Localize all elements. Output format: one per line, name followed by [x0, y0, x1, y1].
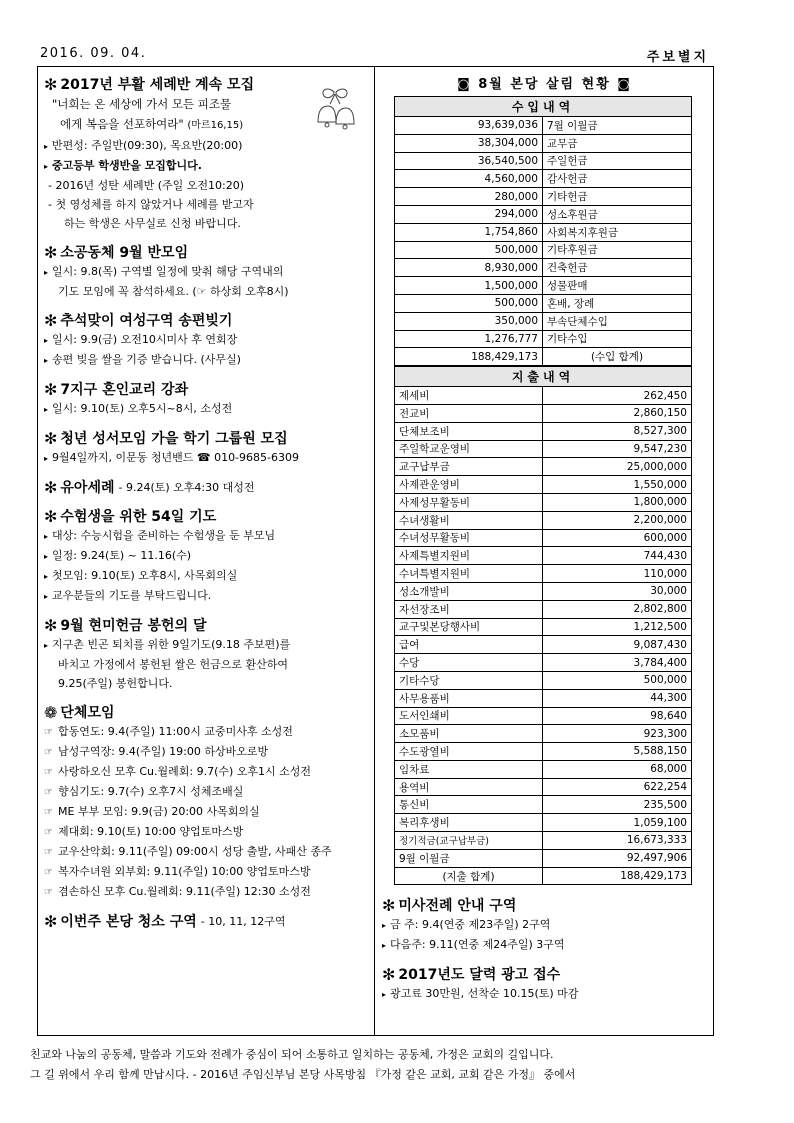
expense-amount: 1,800,000 — [543, 493, 692, 511]
income-amount: 188,429,173 — [395, 348, 543, 366]
bullet-icon: ▸ — [44, 336, 49, 345]
section-marriage-lecture — [44, 379, 370, 419]
expense-category: 수당 — [395, 654, 543, 672]
asterisk-icon: ✻ — [382, 895, 396, 915]
income-category: 주일헌금 — [543, 152, 692, 170]
section-mass-liturgy — [382, 895, 707, 955]
income-amount: 93,639,036 — [395, 117, 543, 135]
right-column — [382, 74, 707, 1013]
income-amount: 294,000 — [395, 205, 543, 223]
pointing-hand-icon: ☞ — [44, 767, 53, 778]
student-class-notice: 중고등부 학생반을 모집합니다. — [52, 159, 202, 172]
income-row — [395, 205, 692, 223]
expense-row — [395, 796, 692, 814]
expense-row — [395, 814, 692, 832]
income-category: 기타수입 — [543, 330, 692, 348]
expense-amount: 1,212,500 — [543, 618, 692, 636]
expense-row — [395, 582, 692, 600]
income-category: (수입 합계) — [543, 348, 692, 366]
asterisk-icon: ✻ — [44, 615, 58, 635]
income-category: 7월 이월금 — [543, 117, 692, 135]
pointing-hand-icon: ☞ — [44, 827, 53, 838]
income-header: 수입내역 — [395, 97, 692, 117]
info-line: 대상: 수능시험을 준비하는 수험생을 둔 부모님 — [52, 529, 276, 542]
income-amount: 1,276,777 — [395, 330, 543, 348]
expense-amount: 600,000 — [543, 529, 692, 547]
income-row — [395, 223, 692, 241]
income-category: 부속단체수입 — [543, 312, 692, 330]
expense-amount: 2,860,150 — [543, 404, 692, 422]
section-subtitle: - 9.24(토) 오후4:30 대성전 — [118, 481, 255, 494]
section-title: 2017년도 달력 광고 접수 — [398, 967, 561, 984]
expense-row — [395, 778, 692, 796]
expense-category: 용역비 — [395, 778, 543, 796]
first-communion-note-cont: 하는 학생은 사무실로 신청 바랍니다. — [64, 217, 241, 230]
expense-amount: 188,429,173 — [543, 867, 692, 885]
section-rice-offering — [44, 615, 370, 693]
expense-amount: 92,497,906 — [543, 849, 692, 867]
scripture-quote-cont: 에게 복음을 선포하여라" — [60, 117, 184, 131]
section-title: 이번주 본당 청소 구역 — [60, 914, 197, 930]
bullet-icon: ▸ — [44, 268, 49, 277]
expense-amount: 8,527,300 — [543, 422, 692, 440]
expense-header: 지출내역 — [395, 367, 692, 387]
section-title: 미사전례 안내 구역 — [398, 898, 517, 915]
asterisk-icon: ✻ — [44, 428, 58, 448]
info-line: 9.25(주일) 봉헌합니다. — [58, 677, 173, 690]
expense-row — [395, 725, 692, 743]
scripture-quote: "너희는 온 세상에 가서 모든 피조물 — [52, 97, 232, 111]
bullet-icon: ▸ — [44, 641, 49, 650]
bullet-icon: ▸ — [44, 142, 49, 151]
income-row — [395, 241, 692, 259]
expense-amount: 622,254 — [543, 778, 692, 796]
expense-row — [395, 636, 692, 654]
asterisk-icon: ✻ — [44, 74, 58, 94]
expense-category: 정기적금(교구납부금) — [395, 832, 543, 850]
meeting-text: 교우산악회: 9.11(주일) 09:00시 성당 출발, 사패산 종주 — [58, 845, 332, 858]
bulletin-date: 2016. 09. 04. — [40, 46, 147, 61]
info-line: 교우분들의 기도를 부탁드립니다. — [52, 589, 212, 602]
income-category: 성물판매 — [543, 277, 692, 295]
pointing-hand-icon: ☞ — [44, 747, 53, 758]
expense-category: (지출 합계) — [395, 867, 543, 885]
income-category: 성소후원금 — [543, 205, 692, 223]
income-row — [395, 117, 692, 135]
expense-row — [395, 618, 692, 636]
expense-amount: 923,300 — [543, 725, 692, 743]
expense-category: 사제특별지원비 — [395, 547, 543, 565]
expense-row — [395, 422, 692, 440]
footer-motto — [30, 1045, 770, 1085]
expense-amount: 9,547,230 — [543, 440, 692, 458]
section-subtitle: - 10, 11, 12구역 — [200, 915, 286, 928]
expense-table — [394, 366, 692, 885]
expense-category: 임차료 — [395, 760, 543, 778]
income-amount: 8,930,000 — [395, 259, 543, 277]
section-small-community — [44, 242, 370, 301]
income-amount: 1,754,860 — [395, 223, 543, 241]
asterisk-icon: ✻ — [382, 964, 396, 984]
flower-icon: ❁ — [44, 702, 58, 722]
meeting-item — [44, 882, 370, 902]
expense-category: 기타수당 — [395, 671, 543, 689]
expense-amount: 500,000 — [543, 671, 692, 689]
expense-row — [395, 511, 692, 529]
info-line: 첫모임: 9.10(토) 오후8시, 사목회의실 — [52, 569, 238, 582]
section-title: 유아세례 — [60, 480, 115, 496]
expense-row — [395, 849, 692, 867]
info-line: 기도 모임에 꼭 참석하세요. (☞ 하상회 오후8시) — [58, 285, 289, 298]
bullet-icon: ▸ — [44, 592, 49, 601]
meeting-text: 사랑하오신 모후 Cu.월례회: 9.7(수) 오후1시 소성전 — [58, 765, 312, 778]
meeting-item — [44, 782, 370, 802]
bullet-icon: ▸ — [44, 572, 49, 581]
expense-row — [395, 458, 692, 476]
bullet-icon: ▸ — [382, 990, 387, 1000]
section-title: 추석맞이 여성구역 송편빚기 — [60, 313, 233, 329]
expense-category: 사제성무활동비 — [395, 493, 543, 511]
expense-category: 통신비 — [395, 796, 543, 814]
income-category: 혼배, 장례 — [543, 294, 692, 312]
expense-category: 소모품비 — [395, 725, 543, 743]
info-line: 일시: 9.9(금) 오전10시미사 후 연회장 — [52, 333, 238, 346]
expense-amount: 9,087,430 — [543, 636, 692, 654]
income-row — [395, 294, 692, 312]
expense-row — [395, 547, 692, 565]
income-amount: 38,304,000 — [395, 134, 543, 152]
asterisk-icon: ✻ — [44, 379, 58, 399]
expense-row — [395, 654, 692, 672]
expense-category: 도서인쇄비 — [395, 707, 543, 725]
meeting-text: 제대회: 9.10(토) 10:00 양업토마스방 — [58, 825, 244, 838]
expense-category: 주일학교운영비 — [395, 440, 543, 458]
expense-amount: 235,500 — [543, 796, 692, 814]
bullet-icon: ▸ — [44, 532, 49, 541]
expense-row — [395, 440, 692, 458]
expense-row — [395, 387, 692, 405]
expense-amount: 25,000,000 — [543, 458, 692, 476]
meeting-text: 향심기도: 9.7(수) 오후7시 성체조배실 — [58, 785, 244, 798]
bullet-icon: ▸ — [44, 356, 49, 365]
meeting-item — [44, 722, 370, 742]
section-calendar-ad — [382, 964, 707, 1004]
meeting-list — [44, 722, 370, 902]
info-line: 다음주: 9.11(연중 제24주일) 3구역 — [390, 938, 565, 952]
expense-amount: 16,673,333 — [543, 832, 692, 850]
bullet-icon: ▸ — [382, 941, 387, 951]
expense-amount: 2,802,800 — [543, 600, 692, 618]
expense-category: 성소개발비 — [395, 582, 543, 600]
expense-row — [395, 671, 692, 689]
expense-amount: 30,000 — [543, 582, 692, 600]
christmas-class: - 2016년 성탄 세례반 (주일 오전10:20) — [48, 179, 244, 192]
expense-row — [395, 689, 692, 707]
expense-row — [395, 493, 692, 511]
section-title: 청년 성서모임 가을 학기 그룹원 모집 — [60, 431, 288, 447]
section-title: 수험생을 위한 54일 기도 — [60, 509, 217, 525]
income-amount: 350,000 — [395, 312, 543, 330]
expense-amount: 5,588,150 — [543, 743, 692, 761]
section-title: 9월 현미헌금 봉헌의 달 — [60, 618, 207, 634]
meeting-item — [44, 762, 370, 782]
expense-category: 교구납부금 — [395, 458, 543, 476]
asterisk-icon: ✻ — [44, 911, 58, 931]
expense-category: 급여 — [395, 636, 543, 654]
meeting-text: 합동연도: 9.4(주일) 11:00시 교중미사후 소성전 — [58, 725, 293, 738]
expense-category: 9월 이월금 — [395, 849, 543, 867]
expense-row — [395, 832, 692, 850]
section-title: 소공동체 9월 반모임 — [60, 245, 189, 261]
expense-row — [395, 760, 692, 778]
section-title: 7지구 혼인교리 강좌 — [60, 382, 189, 398]
meeting-text: 겸손하신 모후 Cu.월례회: 9.11(주일) 12:30 소성전 — [58, 885, 311, 898]
expense-category: 수녀특별지원비 — [395, 565, 543, 583]
income-row — [395, 259, 692, 277]
footer-line: 그 길 위에서 우리 함께 만납시다. - 2016년 주임신부님 본당 사목방침 『가정 같은 교회, 교회 같은 가정』 중에서 — [30, 1068, 576, 1081]
income-row — [395, 277, 692, 295]
scripture-reference: (마르16,15) — [187, 120, 244, 131]
bulletin-title: 주보별지 — [646, 50, 709, 65]
income-row — [395, 312, 692, 330]
bullet-icon: ▸ — [382, 921, 387, 931]
asterisk-icon: ✻ — [44, 242, 58, 262]
pointing-hand-icon: ☞ — [44, 787, 53, 798]
bells-icon — [306, 84, 364, 142]
section-group-meetings — [44, 702, 370, 902]
section-infant-baptism — [44, 477, 370, 497]
income-table — [394, 96, 692, 366]
section-youth-bible — [44, 428, 370, 468]
income-amount: 280,000 — [395, 188, 543, 206]
income-category: 감사헌금 — [543, 170, 692, 188]
income-category: 기타후원금 — [543, 241, 692, 259]
expense-row — [395, 565, 692, 583]
asterisk-icon: ✻ — [44, 506, 58, 526]
meeting-text: 복자수녀원 외부회: 9.11(주일) 10:00 양업토마스방 — [58, 865, 311, 878]
income-amount: 500,000 — [395, 241, 543, 259]
bullet-icon: ▸ — [44, 454, 49, 463]
left-column — [44, 74, 370, 940]
section-baptism — [44, 74, 370, 233]
info-line: 송편 빚을 쌀을 기증 받습니다. (사무실) — [52, 353, 241, 366]
income-row — [395, 348, 692, 366]
finance-title: ◙ 8월 본당 살림 현황 ◙ — [457, 77, 632, 92]
expense-amount: 98,640 — [543, 707, 692, 725]
info-line: 금 주: 9.4(연중 제23주일) 2구역 — [390, 918, 551, 932]
asterisk-icon: ✻ — [44, 310, 58, 330]
expense-row — [395, 529, 692, 547]
meeting-text: ME 부부 모임: 9.9(금) 20:00 사목회의실 — [58, 805, 260, 818]
expense-amount: 1,550,000 — [543, 476, 692, 494]
expense-amount: 44,300 — [543, 689, 692, 707]
income-row — [395, 152, 692, 170]
info-line: 바치고 가정에서 봉헌된 쌀은 헌금으로 환산하여 — [58, 658, 289, 671]
bullet-icon: ▸ — [44, 162, 49, 171]
income-row — [395, 188, 692, 206]
income-category: 사회복지후원금 — [543, 223, 692, 241]
income-amount: 1,500,000 — [395, 277, 543, 295]
meeting-item — [44, 742, 370, 762]
pointing-hand-icon: ☞ — [44, 887, 53, 898]
income-category: 기타헌금 — [543, 188, 692, 206]
expense-row — [395, 743, 692, 761]
info-line: 일정: 9.24(토) ~ 11.16(수) — [52, 549, 192, 562]
section-exam-prayer — [44, 506, 370, 606]
expense-amount: 2,200,000 — [543, 511, 692, 529]
income-amount: 500,000 — [395, 294, 543, 312]
section-songpyeon — [44, 310, 370, 370]
expense-category: 수녀성무활동비 — [395, 529, 543, 547]
expense-category: 자선장조비 — [395, 600, 543, 618]
income-category: 건축헌금 — [543, 259, 692, 277]
income-amount: 36,540,500 — [395, 152, 543, 170]
expense-amount: 68,000 — [543, 760, 692, 778]
expense-amount: 3,784,400 — [543, 654, 692, 672]
info-line: 9월4일까지, 이문동 청년밴드 ☎ 010-9685-6309 — [52, 451, 299, 464]
column-divider — [374, 66, 375, 1036]
meeting-item — [44, 822, 370, 842]
expense-amount: 744,430 — [543, 547, 692, 565]
asterisk-icon: ✻ — [44, 477, 58, 497]
section-title: 2017년 부활 세례반 계속 모집 — [60, 77, 255, 93]
bullet-icon: ▸ — [44, 552, 49, 561]
class-schedule: 반편성: 주일반(09:30), 목요반(20:00) — [52, 139, 243, 152]
pointing-hand-icon: ☞ — [44, 807, 53, 818]
expense-category: 사무용품비 — [395, 689, 543, 707]
income-amount: 4,560,000 — [395, 170, 543, 188]
info-line: 광고료 30만원, 선착순 10.15(토) 마감 — [390, 987, 579, 1001]
income-row — [395, 170, 692, 188]
expense-amount: 1,059,100 — [543, 814, 692, 832]
expense-category: 단체보조비 — [395, 422, 543, 440]
expense-row — [395, 600, 692, 618]
first-communion-note: - 첫 영성체를 하지 않았거나 세례를 받고자 — [48, 198, 254, 211]
expense-category: 전교비 — [395, 404, 543, 422]
expense-row — [395, 867, 692, 885]
expense-category: 교구및본당행사비 — [395, 618, 543, 636]
section-cleaning — [44, 911, 370, 931]
expense-amount: 262,450 — [543, 387, 692, 405]
income-category: 교무금 — [543, 134, 692, 152]
info-line: 일시: 9.10(토) 오후5시~8시, 소성전 — [52, 402, 233, 415]
pointing-hand-icon: ☞ — [44, 867, 53, 878]
expense-category: 복리후생비 — [395, 814, 543, 832]
income-row — [395, 134, 692, 152]
income-row — [395, 330, 692, 348]
info-line: 일시: 9.8(목) 구역별 일정에 맞춰 해당 구역내의 — [52, 265, 284, 278]
pointing-hand-icon: ☞ — [44, 727, 53, 738]
expense-amount: 110,000 — [543, 565, 692, 583]
expense-category: 수녀생활비 — [395, 511, 543, 529]
expense-row — [395, 476, 692, 494]
meeting-item — [44, 802, 370, 822]
section-title: 단체모임 — [60, 705, 115, 721]
expense-category: 제세비 — [395, 387, 543, 405]
expense-row — [395, 707, 692, 725]
info-line: 지구촌 빈곤 퇴치를 위한 9일기도(9.18 주보편)를 — [52, 638, 291, 651]
meeting-item — [44, 842, 370, 862]
expense-category: 수도광열비 — [395, 743, 543, 761]
expense-category: 사제관운영비 — [395, 476, 543, 494]
meeting-text: 남성구역장: 9.4(주일) 19:00 하상바오로방 — [58, 745, 269, 758]
bullet-icon: ▸ — [44, 405, 49, 414]
meeting-item — [44, 862, 370, 882]
pointing-hand-icon: ☞ — [44, 847, 53, 858]
expense-row — [395, 404, 692, 422]
footer-line: 친교와 나눔의 공동체, 말씀과 기도와 전례가 중심이 되어 소통하고 일치하는 공동체, 가정은 교회의 길입니다. — [30, 1048, 554, 1061]
